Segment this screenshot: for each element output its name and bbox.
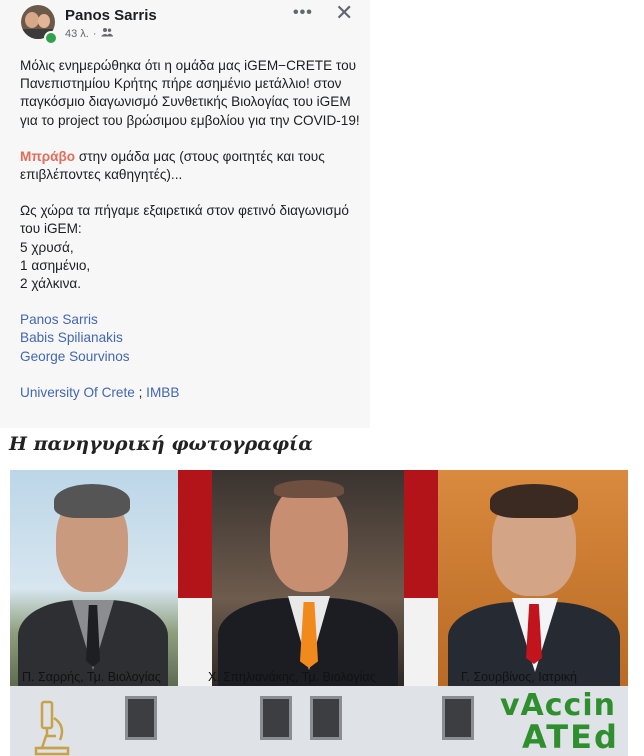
building-strip bbox=[10, 686, 628, 756]
post-paragraph-1: Μόλις ενημερώθηκα ότι η ομάδα μας iGEM−CRETE του Πανεπιστημίου Κρήτης πήρε ασημένιο μετάλλιο! στον παγκόσμιο διαγωνισμό Συνθετικής Βιολογίας του iGEM για το project του βρώσιμου εμβολίου για την COVID-19! bbox=[20, 58, 360, 128]
university-link[interactable]: University Of Crete bbox=[20, 384, 135, 400]
post-paragraph-2: Μπράβο στην ομάδα μας (στους φοιτητές και τους επιβλέποντες καθηγητές)... bbox=[20, 148, 325, 183]
tagged-person-link[interactable]: Babis Spilianakis bbox=[20, 330, 123, 346]
bravo-highlight[interactable]: Μπράβο bbox=[20, 148, 76, 164]
microscope-icon bbox=[32, 696, 72, 756]
imbb-link[interactable]: IMBB bbox=[146, 384, 180, 400]
name-label: Π. Σαρρής, Τμ. Βιολογίας bbox=[22, 670, 161, 684]
close-icon[interactable]: ✕ bbox=[335, 0, 354, 25]
portrait-sarris bbox=[10, 470, 178, 686]
name-label: Γ. Σουρβίνος, Ιατρική bbox=[461, 670, 577, 684]
friends-icon bbox=[101, 27, 113, 40]
name-label: Χ. Σπηλιανάκης, Τμ. Βιολογίας bbox=[208, 670, 376, 684]
tagged-person-link[interactable]: George Sourvinos bbox=[20, 348, 130, 364]
photo-caption: Η πανηγυρική φωτογραφία bbox=[9, 433, 313, 455]
more-horizontal-icon[interactable]: ••• bbox=[293, 4, 313, 21]
portrait-spilianakis bbox=[212, 470, 404, 686]
tagged-person-link[interactable]: Panos Sarris bbox=[20, 312, 98, 328]
medal-line: 1 ασημένιο, bbox=[20, 257, 91, 273]
celebration-photo bbox=[10, 470, 628, 756]
medal-line: 2 χάλκινα. bbox=[20, 276, 82, 292]
post-meta: 43 λ. · bbox=[65, 27, 113, 40]
vaccinated-logo: vAccin ATEd bbox=[500, 688, 619, 756]
portrait-sourvinos bbox=[438, 470, 628, 686]
post-time[interactable]: 43 λ. bbox=[65, 27, 89, 40]
post-body bbox=[20, 57, 365, 402]
facebook-post bbox=[0, 0, 370, 428]
post-paragraph-3: Ως χώρα τα πήγαμε εξαιρετικά στον φετινό διαγωνισμό του iGEM: bbox=[20, 203, 349, 237]
post-author[interactable]: Panos Sarris bbox=[65, 7, 157, 24]
medal-line: 5 χρυσά, bbox=[20, 239, 74, 255]
online-status-icon bbox=[44, 31, 58, 45]
org-links: University Of Crete ; IMBB bbox=[20, 384, 180, 400]
